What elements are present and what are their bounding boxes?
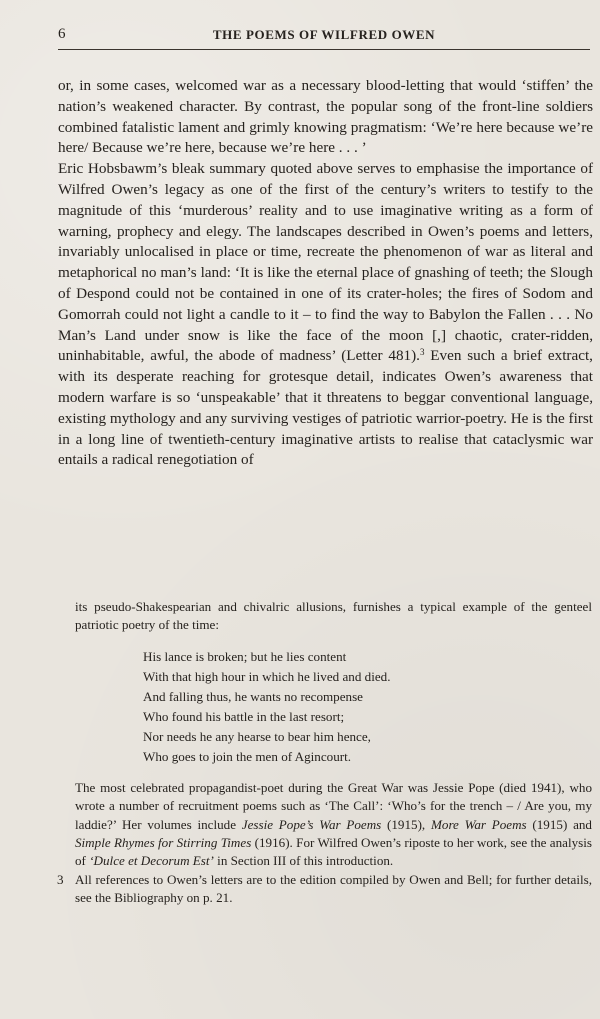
paragraph-2-text-b: Even such a brief extract, with its desperate reaching for grotesque detail, indicates Owen’s awareness that modern warfare is so ‘unspeakable’ that it threatens to beggar conventional language, existing mythology and any surviving vestiges of patriotic warrior-poetry. He is the first in a long line of twentieth-century imaginative artists to realise that cataclysmic war entails a radical renegotiation of xyxy=(58,347,593,469)
paragraph-2 xyxy=(58,159,593,471)
book-title: Simple Rhymes for Stirring Times xyxy=(75,835,252,851)
verse-line: And falling thus, he wants no recompense xyxy=(143,688,363,704)
header-rule xyxy=(58,49,590,50)
main-text xyxy=(58,76,593,471)
footnote-2-intro: its pseudo-Shakespearian and chivalric allusions, furnishes a typical example of the genteel patriotic poetry of the time: xyxy=(75,599,592,633)
poem-title: ‘Dulce et Decorum Est’ xyxy=(89,853,214,869)
verse-line: With that high hour in which he lived and died. xyxy=(143,668,391,684)
paragraph-2-text-a: Eric Hobsbawm’s bleak summary quoted above serves to emphasise the importance of Wilfred Owen’s legacy as one of the first of the century’s writers to testify to the magnitude of this ‘murderous’ reality and to use imaginative writing as a form of warning, prophecy and elegy. The landscapes described in Owen’s poems and letters, invariably unlocalised in place or time, recreate the phenomenon of war as literal and metaphorical no man’s land: ‘It is like the eternal place of gnashing of teeth; the Slough of Despond could not be contained in one of its crater-holes; the fires of Sodom and Gomorrah could not light a candle to it – to find the way to Babylon the Fallen . . . No Man’s Land under snow is like the face of the moon [,] chaotic, crater-ridden, uninhabitable, awful, the abode of madness’ (Letter 481). xyxy=(58,160,593,365)
book-title: Jessie Pope’s War Poems xyxy=(241,816,382,832)
footnotes xyxy=(57,598,592,907)
note-text: The most celebrated propagandist-poet during the Great War was Jessie Pope (died 1941), who wrote a number of recruitment poems such as ‘The Call’: ‘Who’s for the trench – / Are you, my laddie?’ Her volumes include xyxy=(75,780,592,832)
page-number: 6 xyxy=(58,26,66,42)
note-text: (1916). For Wilfred Owen’s riposte to her work, see the analysis of xyxy=(75,835,592,869)
running-title: THE POEMS OF WILFRED OWEN xyxy=(212,27,436,42)
footnote-3 xyxy=(57,871,592,908)
verse-line: Who found his battle in the last resort; xyxy=(143,708,345,724)
note-text: (1915) and xyxy=(526,816,592,832)
footnote-3-number: 3 xyxy=(57,871,64,887)
verse-line: His lance is broken; but he lies content xyxy=(143,648,347,664)
verse-quotation xyxy=(143,647,592,768)
note-text: in Section III of this introduction. xyxy=(213,853,394,869)
footnote-2-continuation xyxy=(75,779,592,870)
footnote-ref-3: 3 xyxy=(419,347,425,358)
paragraph-1: or, in some cases, welcomed war as a necessary blood-letting that would ‘stiffen’ the nation’s weakened character. By contrast, the popular song of the front-line soldiers combined fatalistic lament and grimly knowing pragmatism: ‘We’re here because we’re here/ Because we’re here, because we’re here . . . ’ xyxy=(58,77,593,157)
note-text: (1915), xyxy=(381,816,431,832)
verse-line: Who goes to join the men of Agincourt. xyxy=(143,749,352,765)
book-title: More War Poems xyxy=(430,816,527,832)
footnote-3-text: All references to Owen’s letters are to the edition compiled by Owen and Bell; for further details, see the Bibliography on p. 21. xyxy=(75,871,592,905)
verse-line: Nor needs he any hearse to bear him hence, xyxy=(143,728,371,744)
running-head xyxy=(58,26,590,48)
